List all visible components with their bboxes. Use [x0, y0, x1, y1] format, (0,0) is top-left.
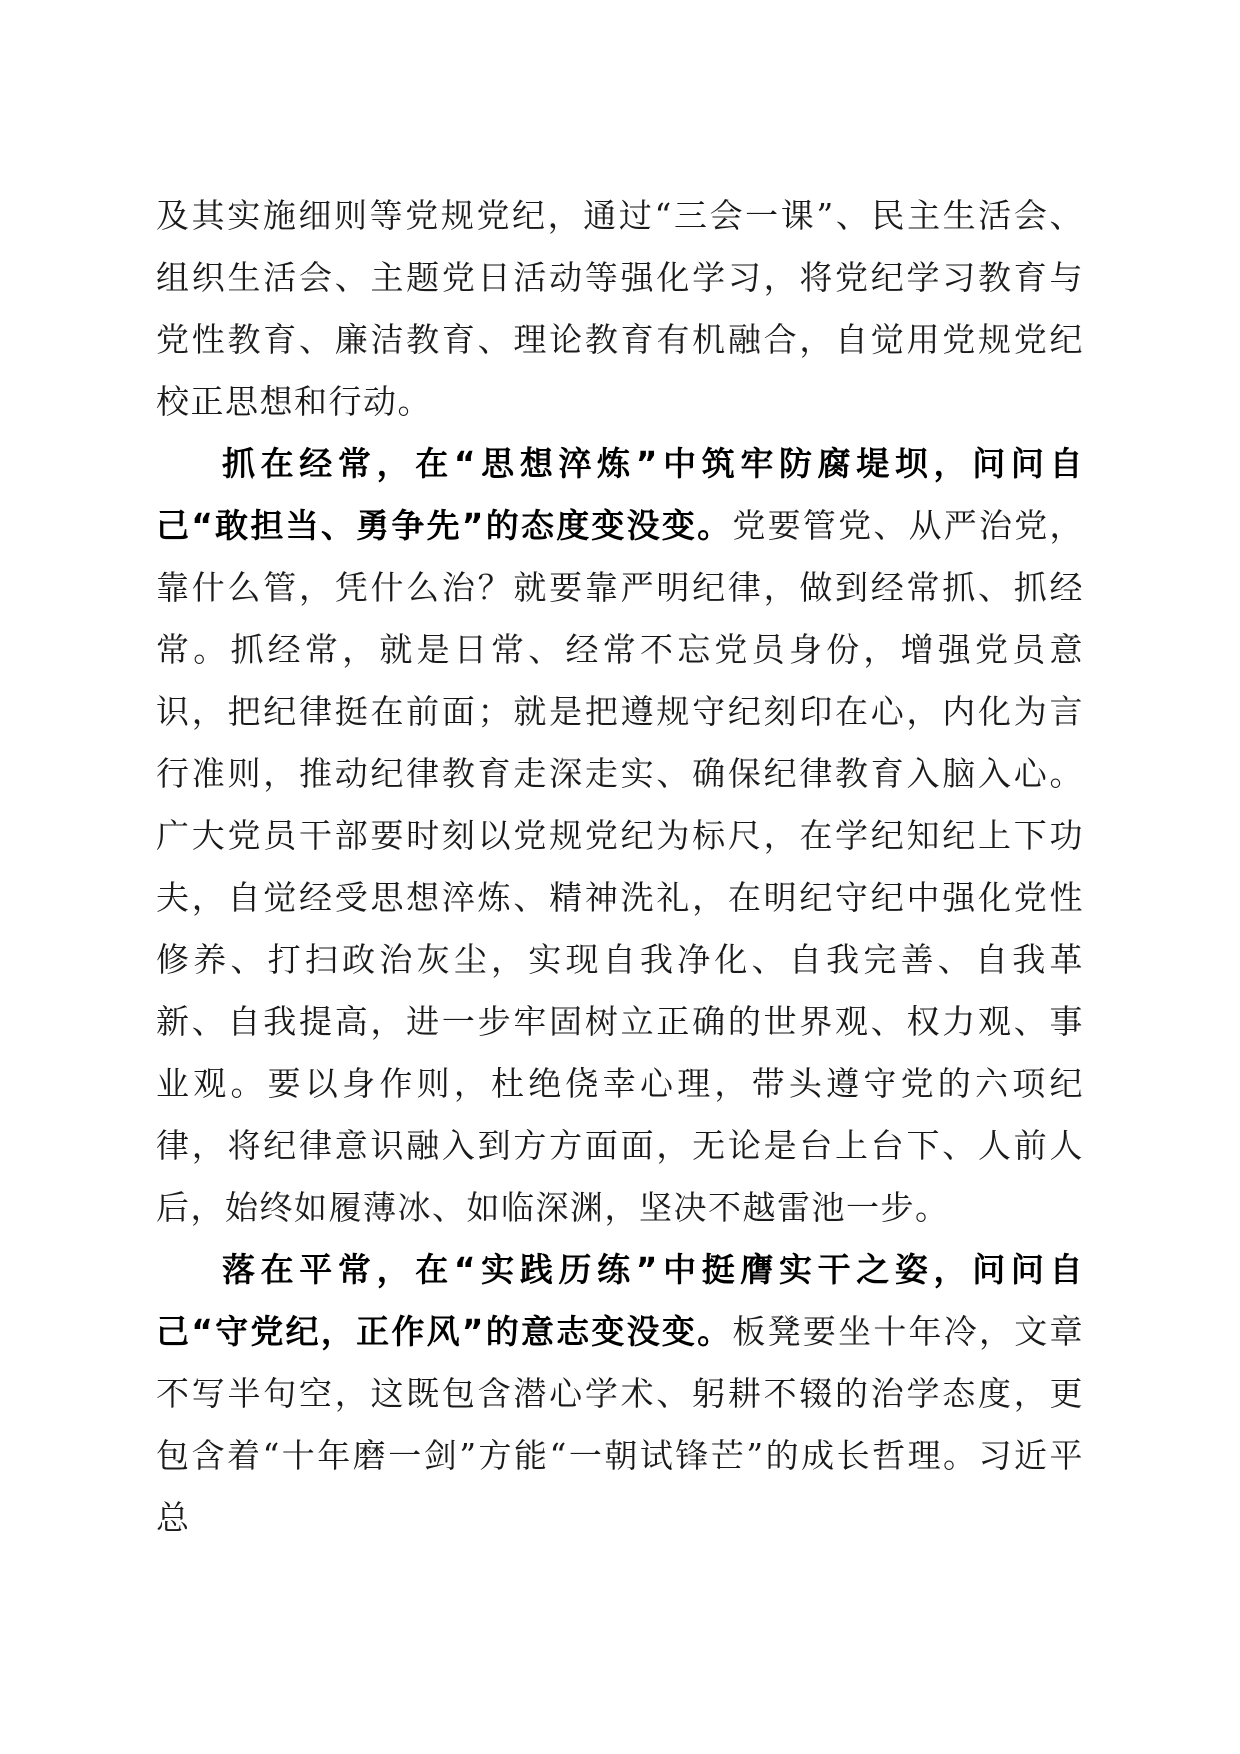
paragraph-3-body: 板凳要坐十年冷，文章不写半句空，这既包含潜心学术、躬耕不辍的治学态度，更包含着“十年磨一剑”方能“一朝试锋芒”的成长哲理。习近平总: [156, 1312, 1084, 1537]
paragraph-3-heading: 落在平常，在“实践历练”中挺膺实干之姿，问问自己“守党纪，正作风”的意志变没变。: [156, 1250, 1084, 1351]
paragraph-3: [156, 1239, 1084, 1549]
paragraph-1-body: 及其实施细则等党规党纪，通过“三会一课”、民主生活会、组织生活会、主题党日活动等强化学习，将党纪学习教育与党性教育、廉洁教育、理论教育有机融合，自觉用党规党纪校正思想和行动。: [156, 196, 1084, 421]
paragraph-1: [156, 185, 1084, 433]
paragraph-2: [156, 433, 1084, 1239]
paragraph-2-heading: 抓在经常，在“思想淬炼”中筑牢防腐堤坝，问问自己“敢担当、勇争先”的态度变没变。: [156, 444, 1084, 545]
document-body: [156, 185, 1084, 1549]
paragraph-2-body: 党要管党、从严治党，靠什么管，凭什么治？就要靠严明纪律，做到经常抓、抓经常。抓经常，就是日常、经常不忘党员身份，增强党员意识，把纪律挺在前面；就是把遵规守纪刻印在心，内化为言行准则，推动纪律教育走深走实、确保纪律教育入脑入心。广大党员干部要时刻以党规党纪为标尺，在学纪知纪上下功夫，自觉经受思想淬炼、精神洗礼，在明纪守纪中强化党性修养、打扫政治灰尘，实现自我净化、自我完善、自我革新、自我提高，进一步牢固树立正确的世界观、权力观、事业观。要以身作则，杜绝侥幸心理，带头遵守党的六项纪律，将纪律意识融入到方方面面，无论是台上台下、人前人后，始终如履薄冰、如临深渊，坚决不越雷池一步。: [156, 506, 1084, 1227]
